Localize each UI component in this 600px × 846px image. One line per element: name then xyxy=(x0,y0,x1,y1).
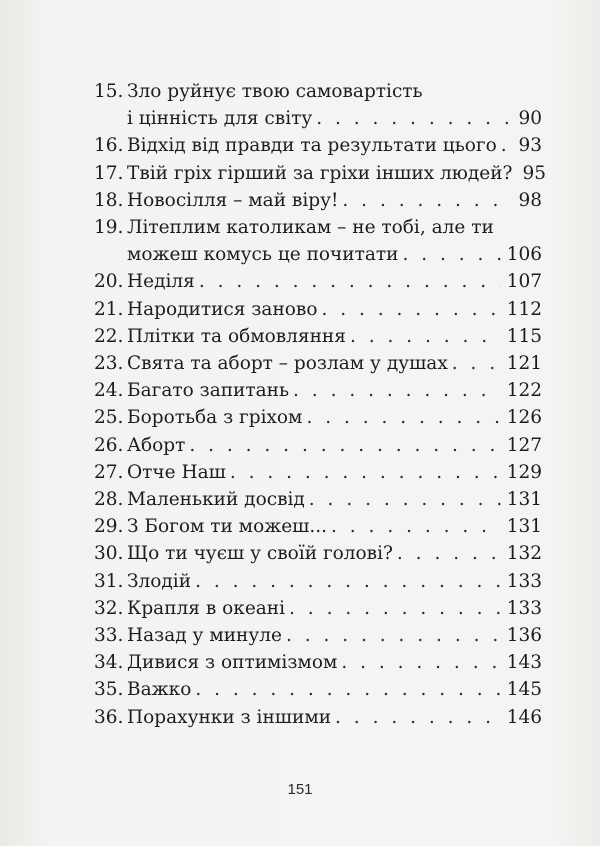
toc-entry-number: 21. xyxy=(94,298,124,320)
dot-leader xyxy=(335,704,501,731)
toc-entry-page: 115 xyxy=(506,325,542,347)
toc-entry-number: 36. xyxy=(94,706,124,728)
toc-entry-number: 35. xyxy=(94,679,124,701)
toc-entry-number: 18. xyxy=(94,189,124,211)
toc-entry-number: 34. xyxy=(94,652,124,674)
toc-entry-page: 131 xyxy=(506,489,542,511)
toc-entry xyxy=(94,268,542,295)
toc-entry-number: 20. xyxy=(94,271,124,293)
toc-entry xyxy=(94,187,542,214)
toc-entry-number: 25. xyxy=(94,407,124,429)
toc-entry-title: Свята та аборт – розлам у душах xyxy=(127,353,448,375)
toc-entry-page: 127 xyxy=(506,434,542,456)
toc-entry-page: 90 xyxy=(518,108,542,130)
toc-entry-page: 126 xyxy=(506,407,542,429)
toc-entry-number: 28. xyxy=(94,489,124,511)
toc-entry xyxy=(94,241,542,268)
toc-entry-page: 98 xyxy=(518,189,542,211)
toc-entry-title: Новосілля – май віру! xyxy=(127,189,339,211)
toc-entry xyxy=(94,540,542,567)
dot-leader xyxy=(309,486,501,513)
toc-entry-title: Злодій xyxy=(127,570,192,592)
toc-entry-title: Плітки та обмовляння xyxy=(127,325,346,347)
toc-entry xyxy=(94,513,542,540)
toc-entry-title: можеш комусь це почитати xyxy=(127,244,399,266)
toc-entry-page: 93 xyxy=(518,135,542,157)
toc-entry-page: 136 xyxy=(506,625,542,647)
toc-entry xyxy=(94,486,542,513)
table-of-contents xyxy=(94,78,547,731)
toc-entry-page: 121 xyxy=(506,353,542,375)
toc-entry-title: Народитися заново xyxy=(127,298,318,320)
toc-entry-page: 133 xyxy=(506,570,542,592)
toc-entry-title: Важко xyxy=(127,679,192,701)
toc-entry-number: 16. xyxy=(94,135,124,157)
toc-entry-number: 33. xyxy=(94,625,124,647)
dot-leader xyxy=(397,540,501,567)
toc-entry-title: Літеплим католикам – не тобі, але ти xyxy=(127,217,494,239)
toc-entry-page: 106 xyxy=(506,244,542,266)
toc-entry xyxy=(94,704,542,731)
toc-entry-number: 23. xyxy=(94,353,124,375)
toc-entry-number: 24. xyxy=(94,380,124,402)
toc-entry-page: 129 xyxy=(506,461,542,483)
toc-entry xyxy=(94,350,542,377)
toc-entry-title: Що ти чуєш у своїй голові? xyxy=(127,543,393,565)
dot-leader xyxy=(286,622,501,649)
toc-entry-title: Порахунки з іншими xyxy=(127,706,332,728)
toc-entry-title: З Богом ти можеш... xyxy=(127,516,328,538)
toc-entry xyxy=(94,296,542,323)
toc-entry-title: Твій гріх гірший за гріхи інших людей? xyxy=(127,162,513,184)
dot-leader xyxy=(402,241,500,268)
toc-entry-page: 132 xyxy=(506,543,542,565)
toc-entry-page: 145 xyxy=(506,679,542,701)
toc-entry xyxy=(94,676,542,703)
toc-entry-number: 30. xyxy=(94,543,124,565)
dot-leader xyxy=(321,296,500,323)
toc-entry-title: і цінність для світу xyxy=(127,108,313,130)
dot-leader xyxy=(350,323,501,350)
toc-entry xyxy=(94,649,542,676)
dot-leader xyxy=(195,676,500,703)
toc-entry xyxy=(94,78,542,105)
toc-entry-title: Маленький досвід xyxy=(127,489,305,511)
toc-entry xyxy=(94,323,542,350)
toc-entry-title: Отче Наш xyxy=(127,461,226,483)
page-number: 151 xyxy=(287,781,313,798)
toc-entry-number: 15. xyxy=(94,81,124,102)
dot-leader xyxy=(189,432,500,459)
toc-entry-number: 22. xyxy=(94,325,124,347)
dot-leader xyxy=(501,132,513,159)
toc-entry xyxy=(94,568,542,595)
dot-leader xyxy=(452,350,501,377)
toc-entry-page: 133 xyxy=(506,597,542,619)
toc-entry-number: 32. xyxy=(94,597,124,619)
dot-leader xyxy=(331,513,501,540)
dot-leader xyxy=(342,187,512,214)
toc-entry xyxy=(94,160,547,187)
toc-entry xyxy=(94,432,542,459)
toc-entry-page: 112 xyxy=(506,298,542,320)
toc-entry-title: Назад у минуле xyxy=(127,625,282,647)
dot-leader xyxy=(341,649,500,676)
toc-entry xyxy=(94,622,542,649)
toc-entry-title: Боротьба з гріхом xyxy=(127,407,303,429)
toc-entry-page: 107 xyxy=(506,271,542,293)
toc-entry xyxy=(94,132,542,159)
toc-entry-number: 26. xyxy=(94,434,124,456)
toc-entry-number: 29. xyxy=(94,516,124,538)
toc-entry-title: Аборт xyxy=(127,434,186,456)
toc-entry xyxy=(94,214,542,241)
dot-leader xyxy=(289,595,501,622)
toc-entry-title: Відхід від правди та результати цього xyxy=(127,135,497,157)
dot-leader xyxy=(230,459,501,486)
toc-entry-page: 146 xyxy=(506,706,542,728)
toc-entry xyxy=(94,377,542,404)
toc-entry xyxy=(94,459,542,486)
dot-leader xyxy=(306,404,500,431)
toc-entry-number: 27. xyxy=(94,461,124,483)
toc-entry-title: Зло руйнує твою самовартість xyxy=(127,81,423,102)
toc-entry xyxy=(94,404,542,431)
toc-entry-page: 131 xyxy=(506,516,542,538)
toc-entry-title: Неділя xyxy=(127,271,195,293)
toc-entry xyxy=(94,105,542,132)
toc-entry-title: Крапля в океані xyxy=(127,597,286,619)
toc-entry-title: Багато запитань xyxy=(127,380,290,402)
toc-entry-number: 19. xyxy=(94,217,124,239)
toc-entry xyxy=(94,595,542,622)
toc-entry-page: 95 xyxy=(522,162,547,184)
toc-entry-page: 122 xyxy=(506,380,542,402)
toc-entry-title: Дивися з оптимізмом xyxy=(127,652,338,674)
dot-leader xyxy=(316,105,512,132)
dot-leader xyxy=(195,568,501,595)
toc-entry-page: 143 xyxy=(506,652,542,674)
dot-leader xyxy=(199,268,501,295)
toc-entry-number: 31. xyxy=(94,570,124,592)
toc-entry-number: 17. xyxy=(94,162,124,184)
dot-leader xyxy=(293,377,501,404)
